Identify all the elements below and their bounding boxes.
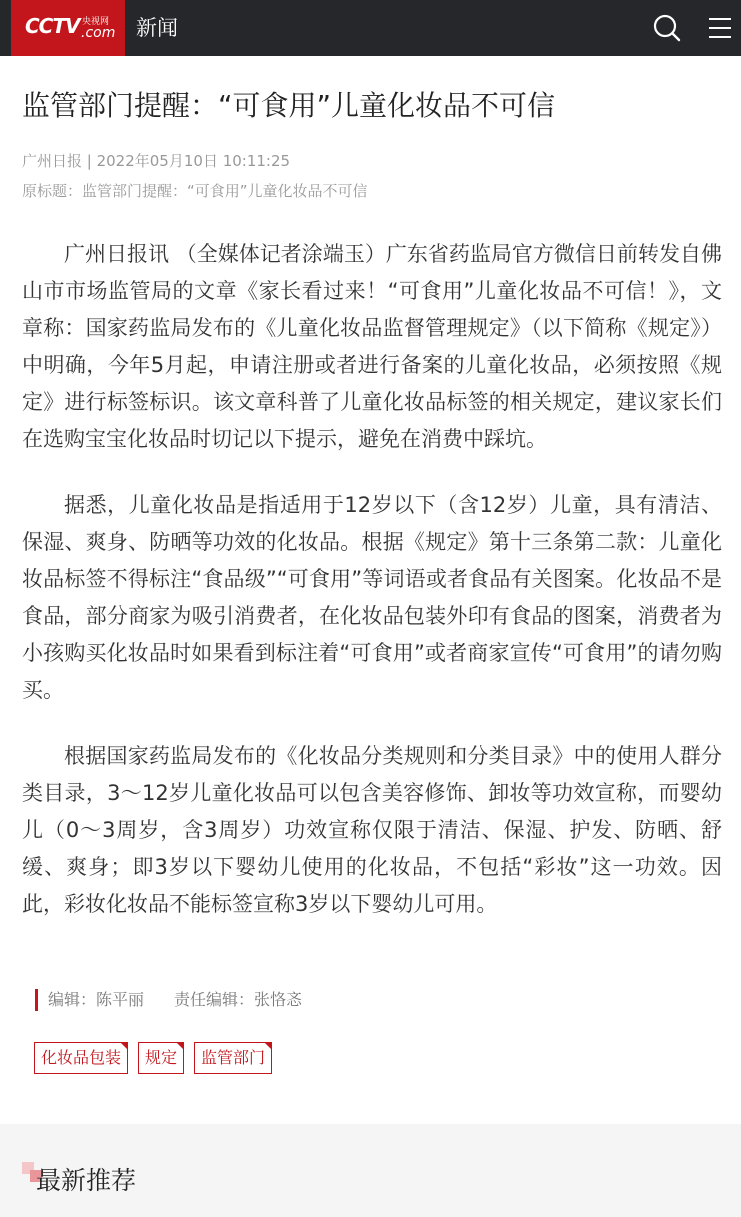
- chief-editor: 责任编辑：张恪忞: [174, 990, 303, 1009]
- article-meta: [22, 146, 722, 206]
- article-body: [22, 236, 722, 923]
- tag-label: 化妆品包装: [41, 1048, 122, 1067]
- article-title: 监管部门提醒：“可食用”儿童化妆品不可信: [22, 89, 556, 122]
- search-icon[interactable]: [652, 13, 682, 43]
- logo-com-text: .com: [81, 25, 116, 41]
- recommend-section: [0, 1124, 741, 1217]
- logo-main-text: CCTV: [25, 14, 80, 38]
- paragraph: 广州日报讯 （全媒体记者涂端玉）广东省药监局官方微信日前转发自佛山市市场监管局的文章《家长看过来！“可食用”儿童化妆品不可信！》，文章称：国家药监局发布的《儿童化妆品监督管理规定》（以下简称《规定》）中明确，今年5月起，申请注册或者进行备案的儿童化妆品，必须按照《规定》进行标签标识。该文章科普了儿童化妆品标签的相关规定，建议家长们在选购宝宝化妆品时切记以下提示，避免在消费中踩坑。: [22, 242, 722, 451]
- tag-regulation[interactable]: [138, 1042, 184, 1074]
- channel-title[interactable]: 新闻: [136, 16, 178, 40]
- top-bar: [0, 0, 741, 56]
- recommend-title: 最新推荐: [36, 1166, 137, 1195]
- logo-small-text: 央视网: [82, 17, 110, 27]
- tag-label: 监管部门: [201, 1048, 266, 1067]
- tag-regulator[interactable]: [194, 1042, 272, 1074]
- source-line: 广州日报 | 2022年05月10日 10:11:25: [22, 152, 291, 170]
- editor-info: [35, 989, 302, 1011]
- original-title: 原标题：监管部门提醒：“可食用”儿童化妆品不可信: [22, 182, 368, 200]
- tag-cosmetics-packaging[interactable]: [34, 1042, 128, 1074]
- cctv-logo[interactable]: [11, 0, 125, 56]
- paragraph: 据悉，儿童化妆品是指适用于12岁以下（含12岁）儿童，具有清洁、保湿、爽身、防晒等功效的化妆品。根据《规定》第十三条第二款：儿童化妆品标签不得标注“食品级”“可食用”等词语或者食品有关图案。化妆品不是食品，部分商家为吸引消费者，在化妆品包装外印有食品的图案，消费者为小孩购买化妆品时如果看到标注着“可食用”或者商家宣传“可食用”的请勿购买。: [22, 493, 722, 702]
- editor: 编辑：陈平丽: [48, 990, 145, 1009]
- menu-icon[interactable]: [705, 13, 735, 43]
- tag-label: 规定: [145, 1048, 178, 1067]
- article: [22, 84, 722, 952]
- tag-list: [34, 1042, 282, 1074]
- paragraph: 根据国家药监局发布的《化妆品分类规则和分类目录》中的使用人群分类目录，3～12岁儿童化妆品可以包含美容修饰、卸妆等功效宣称，而婴幼儿（0～3周岁，含3周岁）功效宣称仅限于清洁、保湿、护发、防晒、舒缓、爽身；即3岁以下婴幼儿使用的化妆品，不包括“彩妆”这一功效。因此，彩妆化妆品不能标签宣称3岁以下婴幼儿可用。: [22, 744, 722, 916]
